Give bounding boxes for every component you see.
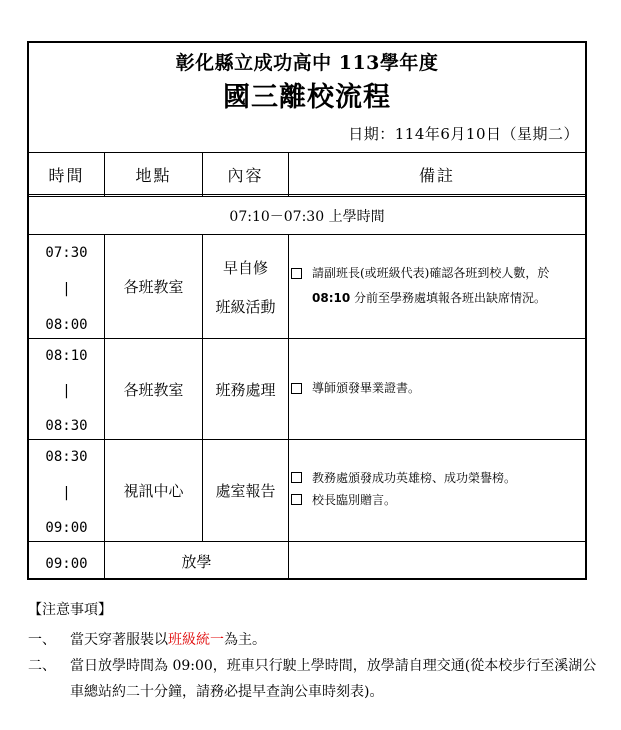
arrival-time: 07:10－07:30 上學時間 <box>229 208 385 225</box>
time-start: 08:30 <box>45 449 88 465</box>
time-separator: | <box>62 281 71 297</box>
content-cell <box>203 235 288 338</box>
time-range <box>29 449 104 536</box>
col-divider <box>288 234 289 580</box>
notice-item <box>28 653 598 705</box>
note-item <box>291 261 585 311</box>
notes-cell <box>291 467 585 511</box>
school-heading: 彰化縣立成功高中 113學年度 <box>175 52 439 74</box>
column-header-place: 地點 <box>135 165 172 185</box>
time-end: 08:30 <box>45 418 88 434</box>
notice-section <box>28 597 598 705</box>
note-text: 分前至學務處填報各班出缺席情況。 <box>354 291 547 305</box>
notes-cell <box>291 376 585 401</box>
checkbox-icon <box>291 494 302 505</box>
notice-text: 當日放學時間為 09:00，班車只行駛上學時間，放學請自理交通(從本校步行至溪湖公車總站約二十分鐘，請務必提早查詢公車時刻表)。 <box>70 658 597 700</box>
notice-number: 一、 <box>28 632 56 648</box>
note-item <box>291 376 585 401</box>
page-title: 國三離校流程 <box>223 82 391 113</box>
time-range <box>29 348 104 434</box>
content-cell: 處室報告 <box>215 482 276 500</box>
note-text: 請副班長(或班級代表)確認各班到校人數，於 <box>312 266 550 280</box>
note-text: 校長臨別贈言。 <box>312 493 397 507</box>
event-date: 日期：114年6月10日（星期二） <box>348 125 579 143</box>
time-start: 08:10 <box>45 348 88 364</box>
note-text: 導師頒發畢業證書。 <box>312 381 421 395</box>
content-cell: 班務處理 <box>215 380 276 399</box>
time-separator: | <box>62 484 71 501</box>
column-header-content: 內容 <box>227 165 264 185</box>
content-line: 班級活動 <box>215 297 276 316</box>
notice-text: 當天穿著服裝以 <box>70 632 168 648</box>
column-header-time: 時間 <box>48 165 85 185</box>
notes-cell <box>291 261 585 311</box>
notice-number: 二、 <box>28 658 56 674</box>
rule-after-header <box>29 152 585 153</box>
place-cell: 視訊中心 <box>123 482 184 500</box>
dismissal-label: 放學 <box>181 552 212 571</box>
time-end: 09:00 <box>45 520 88 536</box>
checkbox-icon <box>291 383 302 394</box>
note-item <box>291 467 585 489</box>
notice-highlight: 班級統一 <box>168 632 224 648</box>
time-range <box>29 245 104 333</box>
dismissal-time: 09:00 <box>45 556 88 572</box>
place-cell: 各班教室 <box>123 380 184 399</box>
time-start: 07:30 <box>45 245 88 261</box>
time-end: 08:00 <box>45 317 88 333</box>
checkbox-icon <box>291 472 302 483</box>
note-text: 教務處頒發成功英雄榜、成功榮譽榜。 <box>312 471 517 485</box>
note-item <box>291 489 585 511</box>
note-deadline: 08:10 <box>312 291 351 305</box>
place-cell: 各班教室 <box>123 278 184 296</box>
column-header-notes: 備註 <box>418 165 455 185</box>
content-line: 早自修 <box>222 258 268 277</box>
checkbox-icon <box>291 268 302 279</box>
notice-item <box>28 627 598 653</box>
notice-text: 為主。 <box>224 632 266 648</box>
time-separator: | <box>62 383 71 399</box>
schedule-sheet <box>27 41 587 580</box>
notice-heading: 【注意事項】 <box>28 602 112 618</box>
